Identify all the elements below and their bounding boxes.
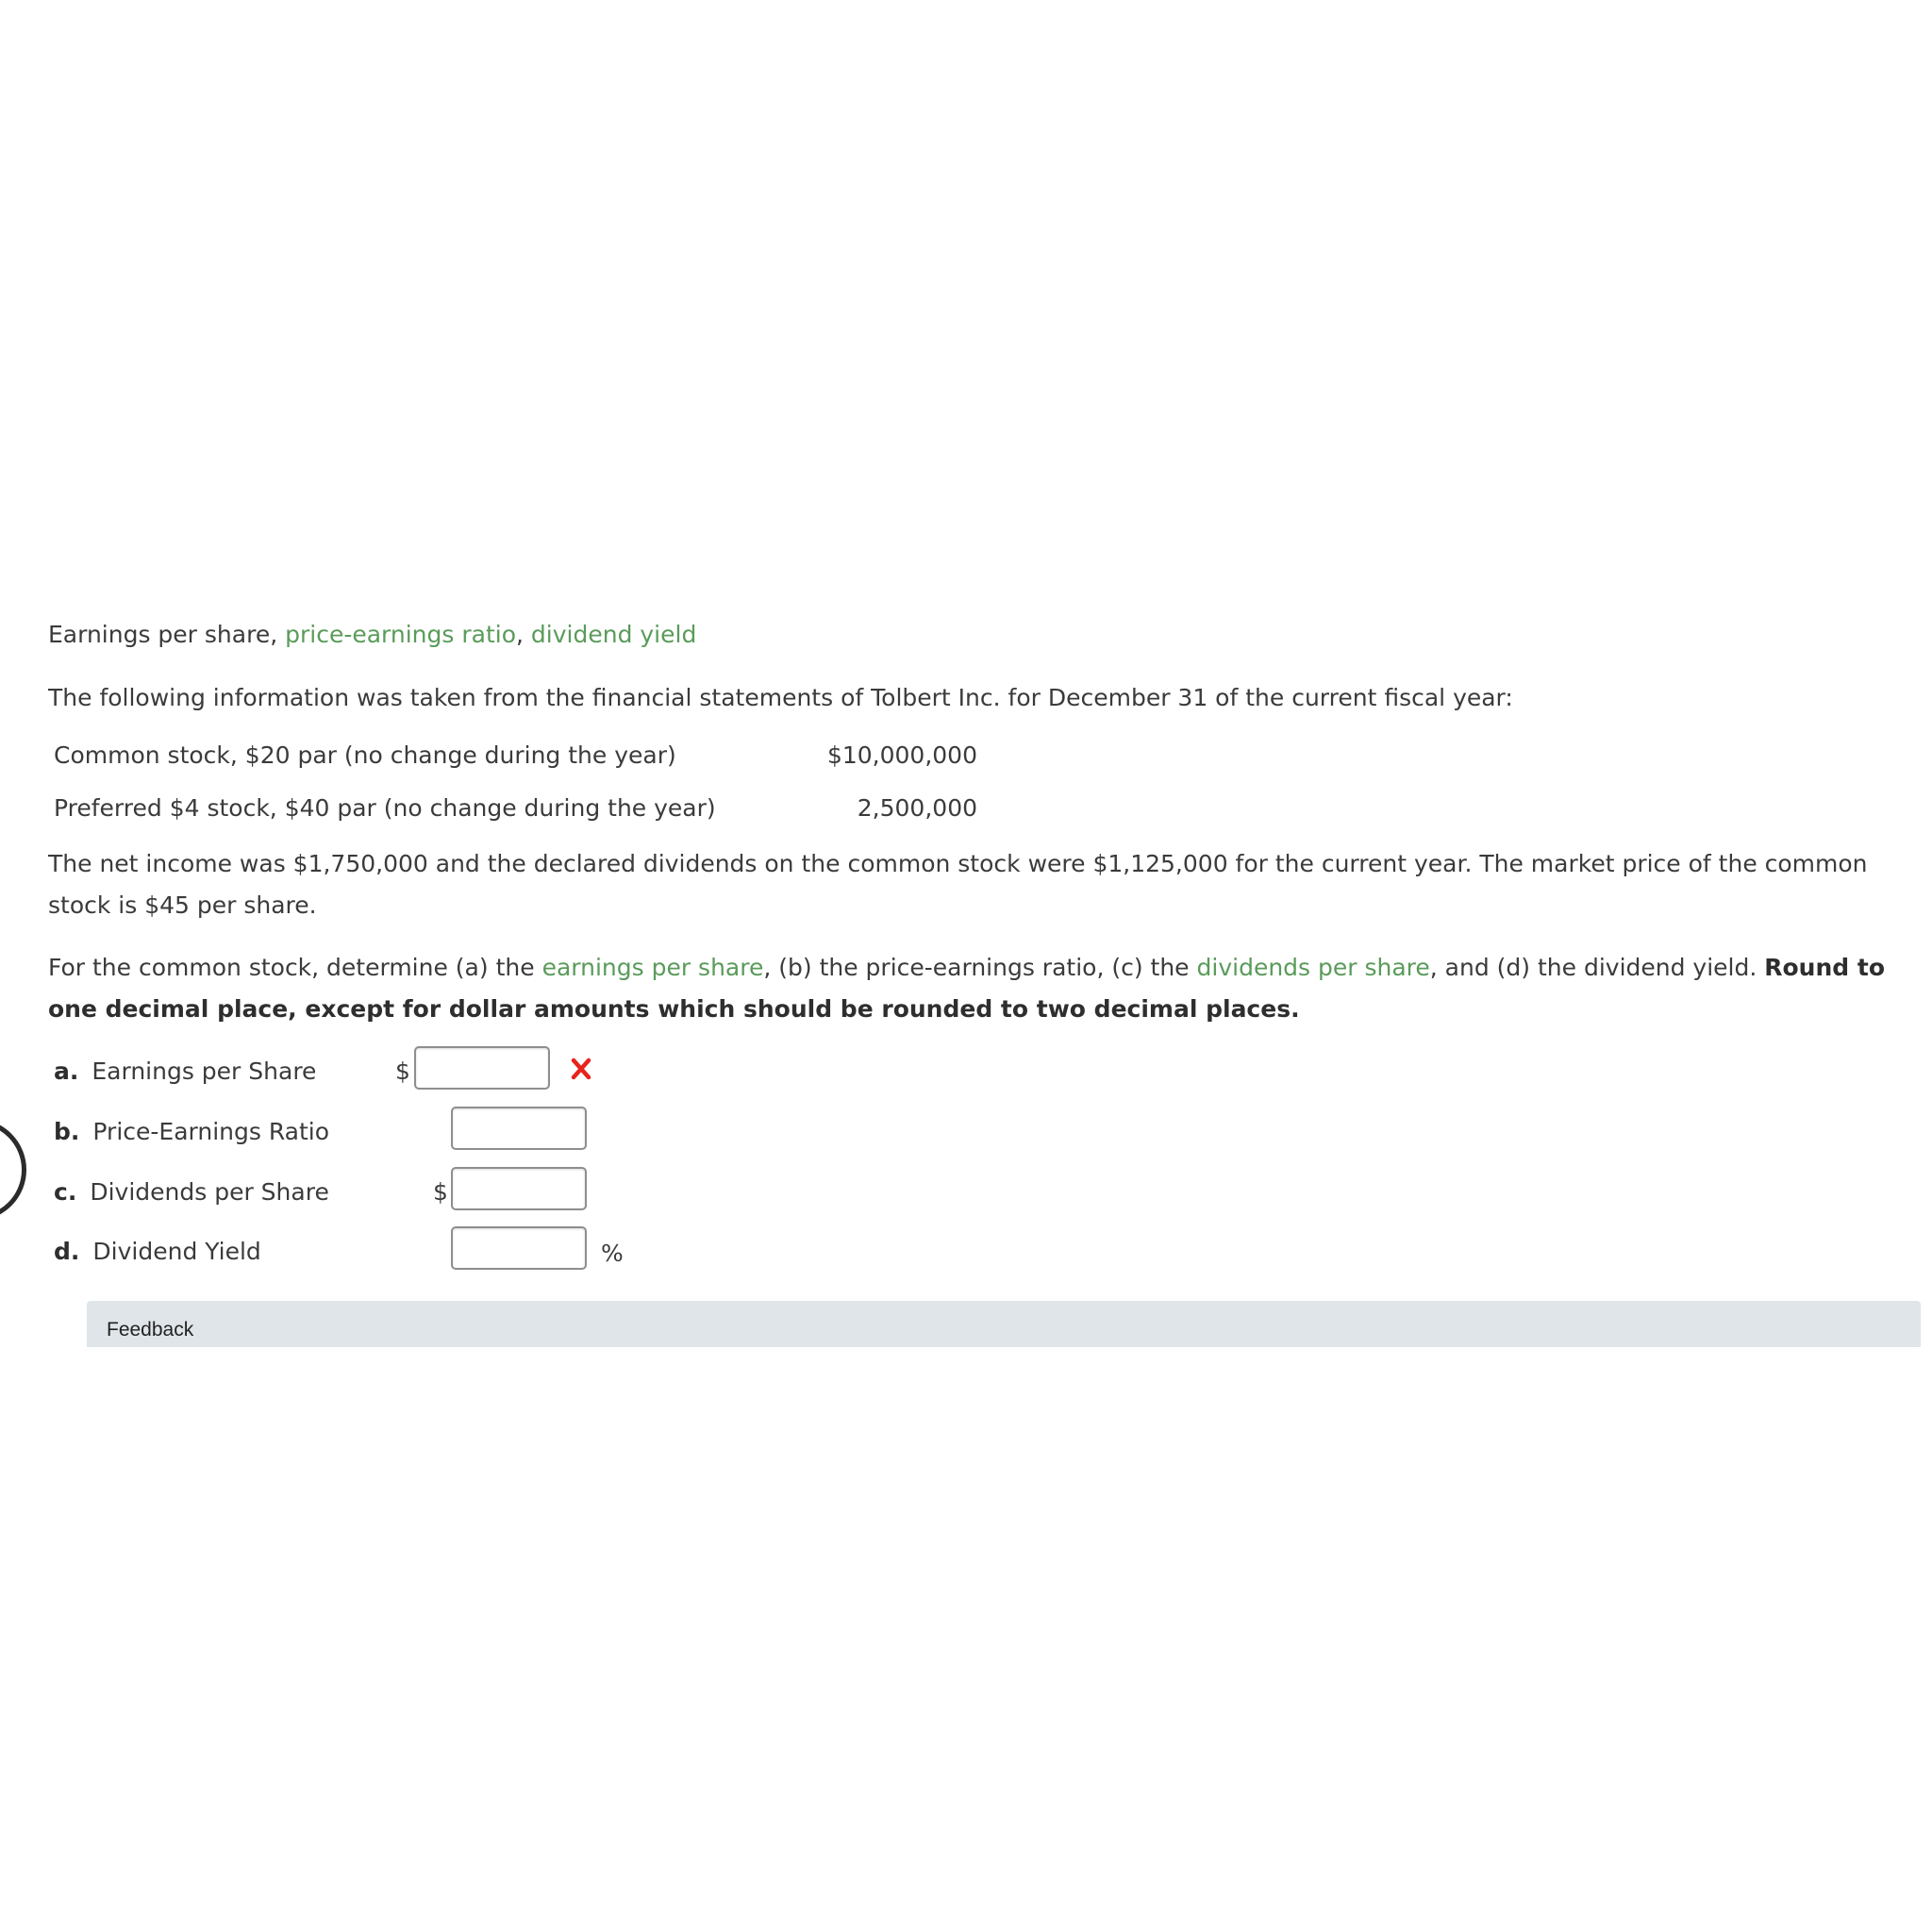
- partial-circle-edge: [0, 1119, 26, 1221]
- question-a-label: [54, 1057, 316, 1087]
- feedback-label[interactable]: Feedback: [107, 1319, 194, 1341]
- earnings-per-share-input[interactable]: [414, 1046, 550, 1090]
- problem-paragraph: The net income was $1,750,000 and the declared dividends on the common stock were $1,125,000 for the current year. The market price of the common stock is $45 per share.: [48, 850, 1868, 919]
- question-text: Dividend Yield: [92, 1238, 261, 1265]
- price-earnings-ratio-input[interactable]: [451, 1107, 587, 1150]
- question-letter: b.: [54, 1118, 80, 1145]
- question-d-label: [54, 1237, 261, 1267]
- question-letter: a.: [54, 1058, 79, 1085]
- earnings-per-share-link[interactable]: earnings per share: [541, 954, 764, 981]
- table-row-value: $10,000,000: [826, 741, 977, 769]
- dollar-prefix: $: [395, 1058, 410, 1085]
- question-letter: d.: [54, 1238, 80, 1265]
- dividends-per-share-link[interactable]: dividends per share: [1196, 954, 1430, 981]
- table-row-label: Preferred $4 stock, $40 par (no change during the year): [54, 794, 716, 822]
- instruction-text: [48, 947, 1911, 1030]
- instruction-part: , and (d) the dividend yield.: [1429, 954, 1765, 981]
- question-b-label: [54, 1117, 329, 1147]
- feedback-panel[interactable]: [87, 1301, 1921, 1347]
- rounding-instruction: Round to one decimal place, except for dollar amounts which should be rounded to two decimal places.: [48, 954, 1885, 1023]
- question-c-label: [54, 1177, 329, 1208]
- dollar-prefix: $: [433, 1178, 448, 1206]
- price-earnings-ratio-link[interactable]: price-earnings ratio: [285, 621, 517, 648]
- question-letter: c.: [54, 1178, 77, 1206]
- percent-suffix: %: [601, 1240, 624, 1267]
- table-row-value: 2,500,000: [857, 794, 977, 822]
- question-text: Earnings per Share: [92, 1058, 317, 1085]
- instruction-part: , (b) the price-earnings ratio, (c) the: [763, 954, 1197, 981]
- title-separator: ,: [516, 621, 531, 648]
- table-row-label: Common stock, $20 par (no change during the year): [54, 741, 676, 769]
- title-text: Earnings per share,: [48, 621, 286, 648]
- dividend-yield-link[interactable]: dividend yield: [530, 621, 697, 648]
- problem-title: [48, 620, 696, 650]
- question-text: Dividends per Share: [90, 1178, 329, 1206]
- instruction-part: For the common stock, determine (a) the: [48, 954, 542, 981]
- dividend-yield-input[interactable]: [451, 1226, 587, 1270]
- intro-text: The following information was taken from the financial statements of Tolbert Inc. for December 31 of the current fiscal year:: [48, 684, 1513, 711]
- x-mark-icon: [570, 1056, 592, 1082]
- question-text: Price-Earnings Ratio: [92, 1118, 330, 1145]
- dividends-per-share-input[interactable]: [451, 1167, 587, 1210]
